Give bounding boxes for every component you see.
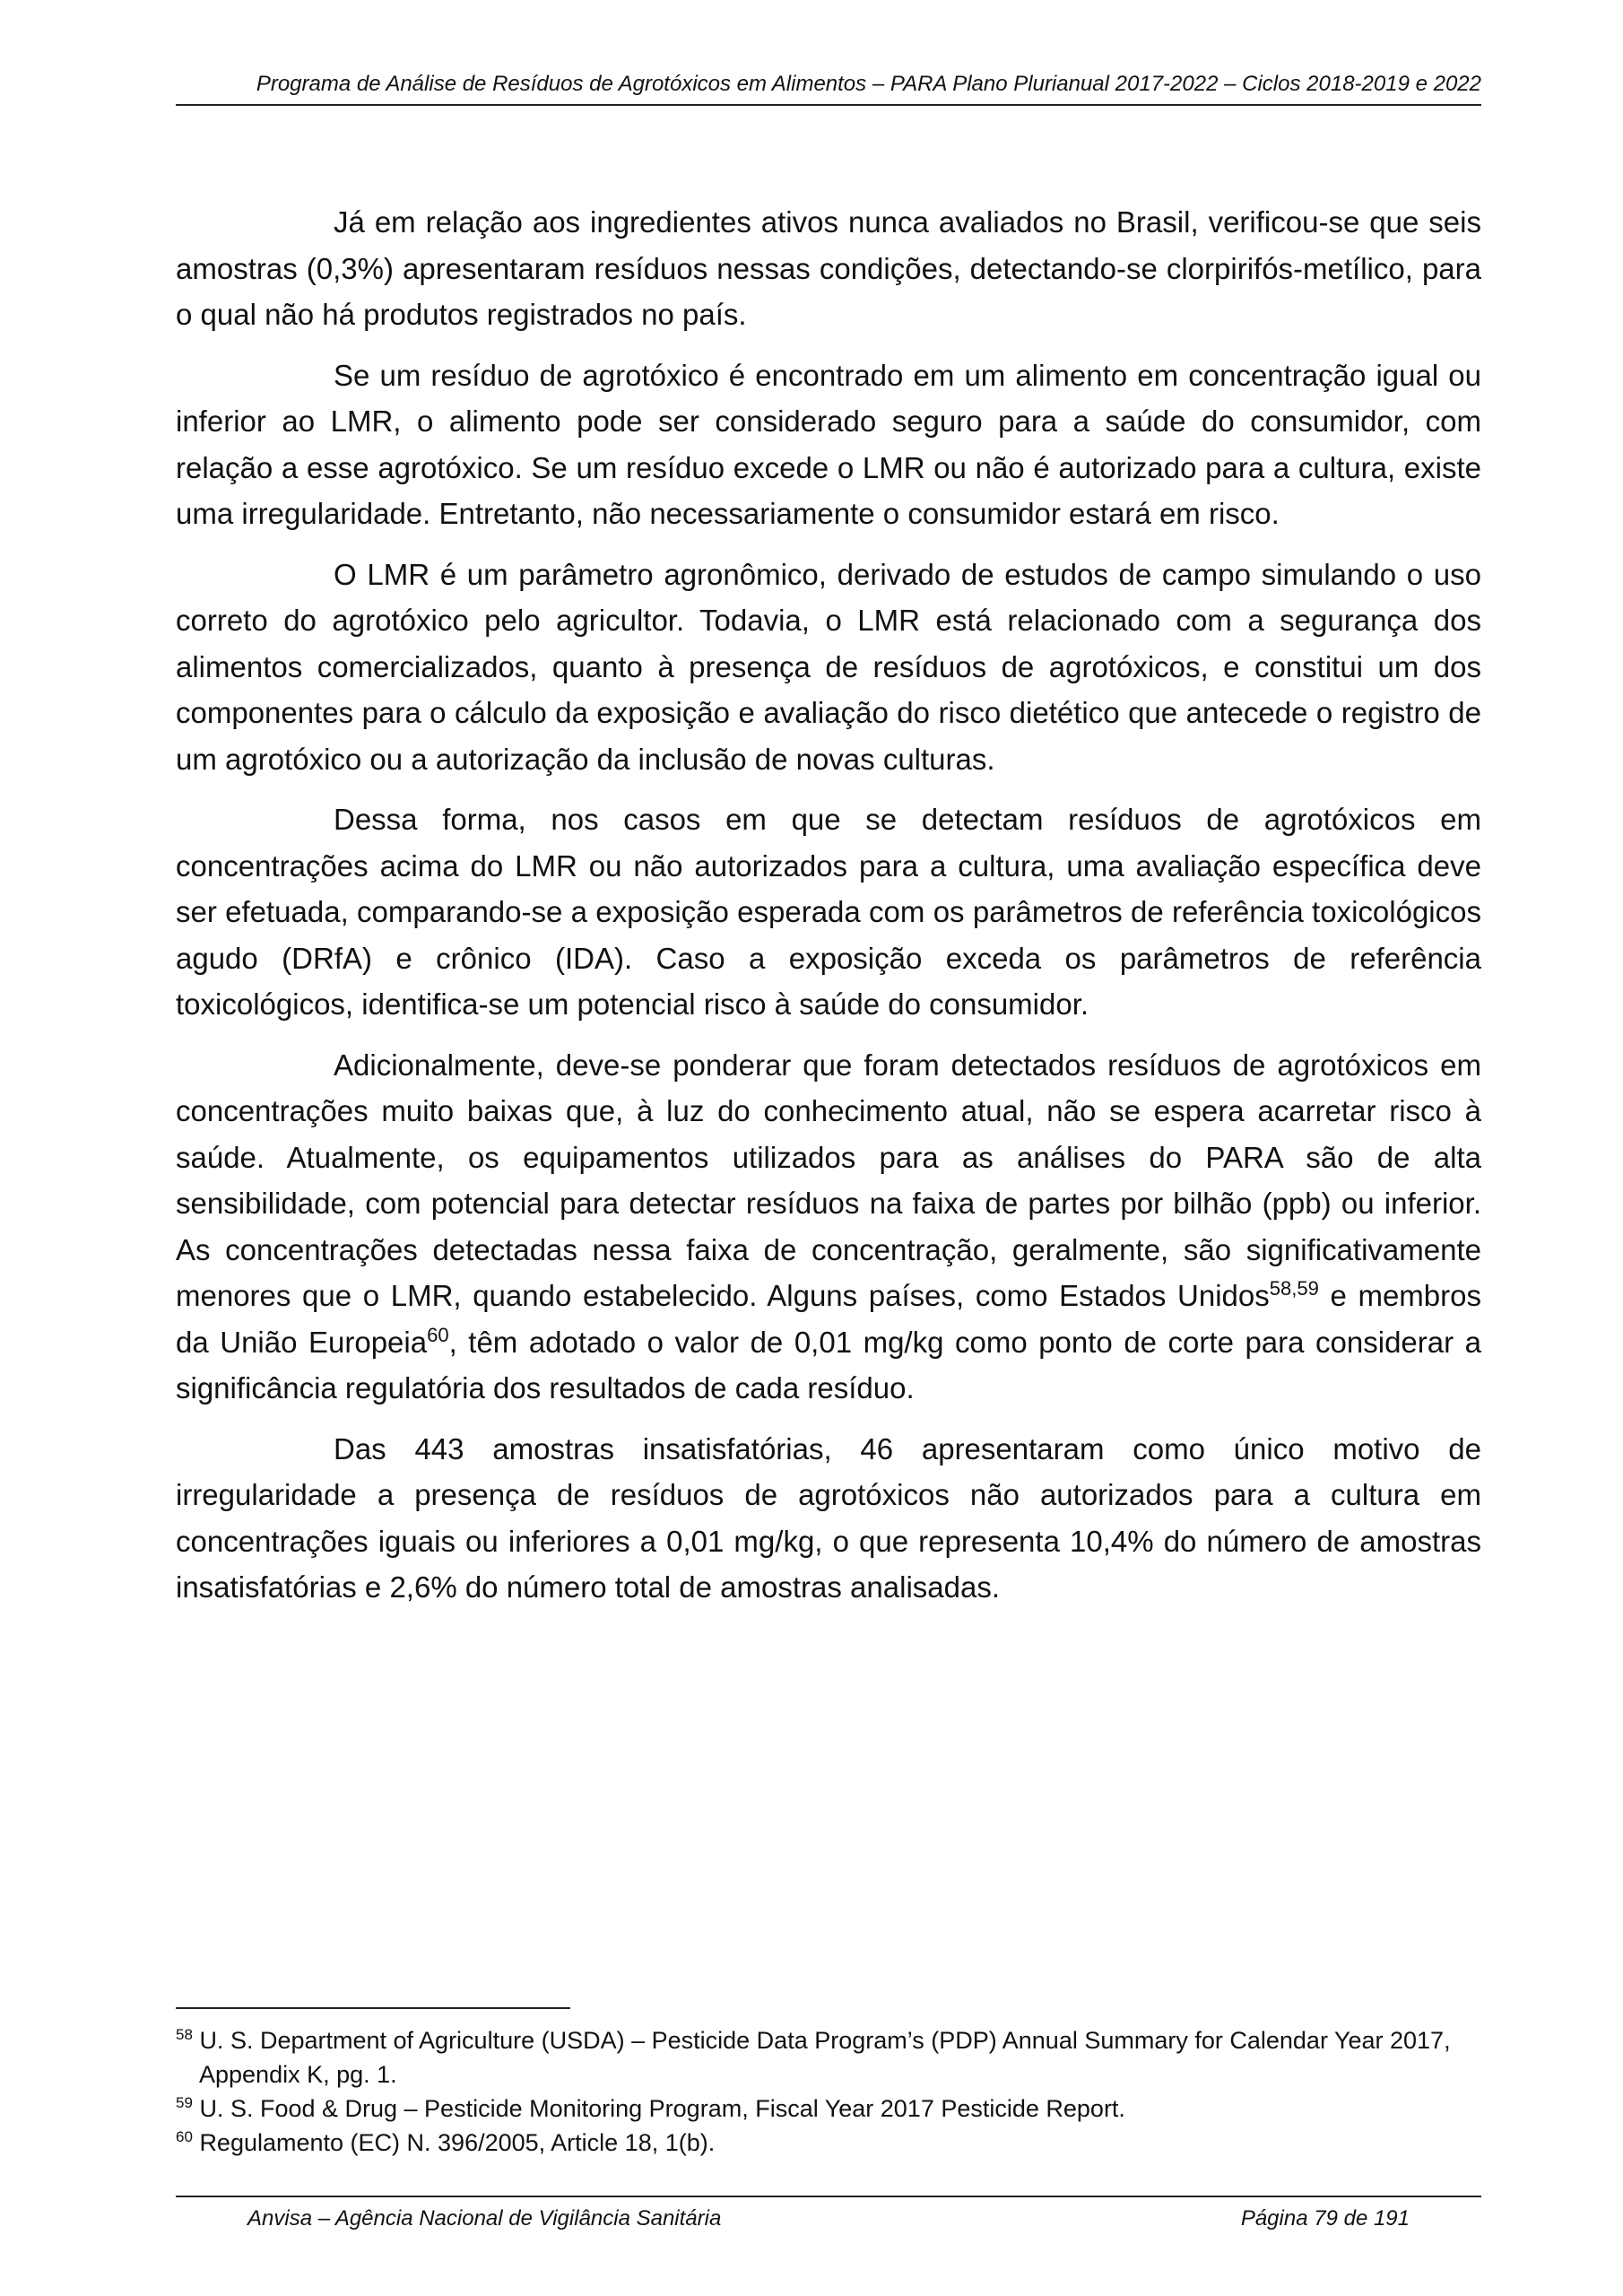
paragraph-5-text-b: e membros da União Europeia	[176, 1279, 1481, 1359]
paragraph-4: Dessa forma, nos casos em que se detectam resíduos de agrotóxicos em concentrações acima do LMR ou não autorizados para a cultura, uma avaliação específica deve ser efetuada, comparando-se a exposição esperada com os parâmetros de referência toxicológicos agudo (DRfA) e crônico (IDA). Caso a exposição exceda os parâmetros de referência toxicológicos, identifica-se um potencial risco à saúde do consumidor.	[176, 803, 1481, 1021]
footnote-number: 60	[176, 2128, 193, 2145]
paragraph-1: Já em relação aos ingredientes ativos nunca avaliados no Brasil, verificou-se que seis amostras (0,3%) apresentaram resíduos nessas condições, detectando-se clorpirifós-metílico, para o qual não há produtos registrados no país.	[176, 205, 1481, 331]
paragraph-5	[176, 1042, 1481, 1412]
page-header	[176, 72, 1481, 106]
page-footer	[176, 2196, 1481, 2231]
footnote-ref-60[interactable]: 60	[427, 1323, 449, 1346]
footnotes	[176, 2023, 1481, 2160]
paragraph-6: Das 443 amostras insatisfatórias, 46 apresentaram como único motivo de irregularidade a presença de resíduos de agrotóxicos não autorizados para a cultura em concentrações iguais ou inferiores a 0,01 mg/kg, o que representa 10,4% do número de amostras insatisfatórias e 2,6% do número total de amostras analisadas.	[176, 1431, 1481, 1604]
footnote-60	[176, 2126, 1481, 2160]
footnote-59	[176, 2092, 1481, 2126]
paragraph-3: O LMR é um parâmetro agronômico, derivado de estudos de campo simulando o uso correto do agrotóxico pelo agricultor. Todavia, o LMR está relacionado com a segurança dos alimentos comercializados, quanto à presença de resíduos de agrotóxicos, e constitui um dos componentes para o cálculo da exposição e avaliação do risco dietético que antecede o registro de um agrotóxico ou a autorização da inclusão de novas culturas.	[176, 557, 1481, 776]
footer-page-number: Página 79 de 191	[1240, 2206, 1410, 2231]
paragraph-5-text-c: , têm adotado o valor de 0,01 mg/kg como ponto de corte para considerar a significância regulatória dos resultados de cada resíduo.	[176, 1325, 1481, 1405]
header-cycles: Ciclos 2018-2019 e 2022	[1242, 72, 1481, 96]
header-program-title: Programa de Análise de Resíduos de Agrotóxicos em Alimentos – PARA	[256, 72, 947, 96]
footnote-text: Regulamento (EC) N. 396/2005, Article 18, 1(b).	[199, 2129, 716, 2156]
footnote-number: 59	[176, 2094, 193, 2111]
header-plan: Plano Plurianual 2017-2022	[952, 72, 1219, 96]
footnote-separator	[176, 2007, 570, 2009]
paragraph-2: Se um resíduo de agrotóxico é encontrado em um alimento em concentração igual ou inferior ao LMR, o alimento pode ser considerado seguro para a saúde do consumidor, com relação a esse agrotóxico. Se um resíduo excede o LMR ou não é autorizado para a cultura, existe uma irregularidade. Entretanto, não necessariamente o consumidor estará em risco.	[176, 358, 1481, 530]
footnote-ref-58-59[interactable]: 58,59	[1269, 1277, 1319, 1300]
footer-agency: Anvisa – Agência Nacional de Vigilância Sanitária	[247, 2206, 722, 2231]
footnote-text: U. S. Food & Drug – Pesticide Monitoring Program, Fiscal Year 2017 Pesticide Report.	[199, 2095, 1125, 2122]
footnote-number: 58	[176, 2026, 193, 2043]
footnote-58	[176, 2023, 1481, 2092]
header-dash: –	[1224, 72, 1237, 96]
document-body	[176, 199, 1481, 1625]
footnote-text: U. S. Department of Agriculture (USDA) – Pesticide Data Program’s (PDP) Annual Summary for Calendar Year 2017, Appendix K, pg. 1.	[199, 2027, 1451, 2088]
paragraph-5-text-a: Adicionalmente, deve-se ponderar que foram detectados resíduos de agrotóxicos em concentrações muito baixas que, à luz do conhecimento atual, não se espera acarretar risco à saúde. Atualmente, os equipamentos utilizados para as análises do PARA são de alta sensibilidade, com potencial para detectar resíduos na faixa de partes por bilhão (ppb) ou inferior. As concentrações detectadas nessa faixa de concentração, geralmente, são significativamente menores que o LMR, quando estabelecido. Alguns países, como Estados Unidos	[176, 1048, 1481, 1312]
